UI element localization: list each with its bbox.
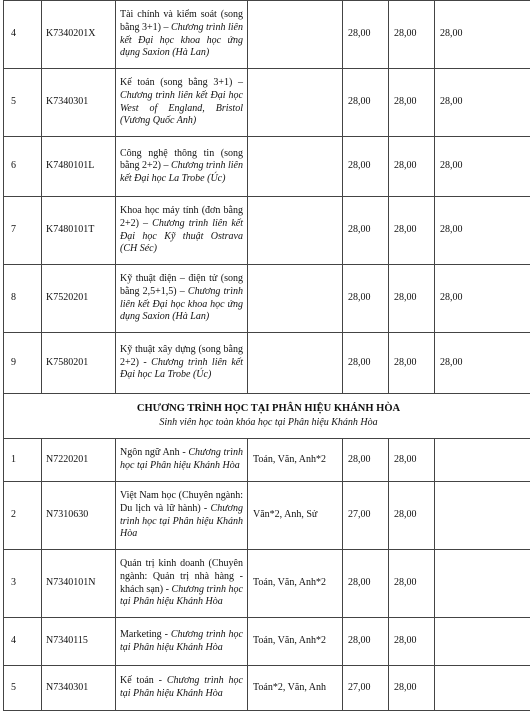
score-3: 28,00 <box>435 1 530 69</box>
score-1: 27,00 <box>343 482 389 550</box>
table-row <box>4 333 530 394</box>
score-3 <box>435 666 530 711</box>
score-3 <box>435 550 530 618</box>
subject-combination <box>248 265 343 333</box>
score-1: 28,00 <box>343 333 389 394</box>
section-header-row <box>4 394 530 439</box>
row-number: 8 <box>4 265 42 333</box>
score-1: 27,00 <box>343 666 389 711</box>
score-2: 28,00 <box>389 618 435 666</box>
section-header-cell <box>4 394 530 439</box>
subject-combination: Toán, Văn, Anh*2 <box>248 439 343 482</box>
subject-combination: Toán, Văn, Anh*2 <box>248 550 343 618</box>
score-2: 28,00 <box>389 1 435 69</box>
score-2: 28,00 <box>389 69 435 137</box>
score-1: 28,00 <box>343 137 389 197</box>
program-name-note: Chương trình học tại Phân hiệu Khánh Hòa <box>120 447 243 471</box>
score-1: 28,00 <box>343 439 389 482</box>
subject-combination: Văn*2, Anh, Sử <box>248 482 343 550</box>
table-row <box>4 69 530 137</box>
score-1: 28,00 <box>343 69 389 137</box>
program-name-note: Chương trình liên kết Đại học La Trobe (Úc) <box>120 160 243 184</box>
score-2: 28,00 <box>389 137 435 197</box>
score-3 <box>435 482 530 550</box>
subject-combination <box>248 69 343 137</box>
program-code: N7220201 <box>42 439 116 482</box>
section-subtitle: Sinh viên học toàn khóa học tại Phân hiệu Khánh Hòa <box>159 417 378 428</box>
program-name-main: Khoa học máy tính (đơn bằng 2+2) – <box>120 205 243 229</box>
program-name <box>116 1 248 69</box>
row-number: 3 <box>4 550 42 618</box>
program-code: K7340201X <box>42 1 116 69</box>
score-2: 28,00 <box>389 197 435 265</box>
program-code: K7480101L <box>42 137 116 197</box>
program-name <box>116 666 248 711</box>
program-name-main: Kỹ thuật điện – điện tử (song bằng 2,5+1,5) – <box>120 273 243 297</box>
score-1: 28,00 <box>343 197 389 265</box>
table-row <box>4 482 530 550</box>
program-name-main: Ngôn ngữ Anh - <box>120 447 189 459</box>
table-row <box>4 137 530 197</box>
table-row <box>4 439 530 482</box>
program-name-main: Kỹ thuật xây dựng (song bằng 2+2) - <box>120 344 243 368</box>
program-name <box>116 333 248 394</box>
table-row <box>4 550 530 618</box>
program-name <box>116 550 248 618</box>
program-name-main: Tài chính và kiểm soát (song bằng 3+1) – <box>120 9 243 33</box>
program-rows-international <box>4 1 530 394</box>
score-3: 28,00 <box>435 265 530 333</box>
program-name-main: Kế toán (song bằng 3+1) – <box>120 77 243 89</box>
admission-score-table <box>3 0 530 711</box>
program-name-main: Quản trị kinh doanh (Chuyên ngành: Quản trị nhà hàng - khách sạn) - <box>120 558 243 595</box>
subject-combination <box>248 333 343 394</box>
table-row <box>4 666 530 711</box>
subject-combination <box>248 197 343 265</box>
subject-combination <box>248 137 343 197</box>
score-2: 28,00 <box>389 666 435 711</box>
program-name-main: Công nghệ thông tin (song bằng 2+2) – <box>120 147 243 172</box>
program-name <box>116 618 248 666</box>
program-name-note: Chương trình học tại Phân hiệu Khánh Hòa <box>120 675 243 699</box>
score-1: 28,00 <box>343 265 389 333</box>
table-row <box>4 618 530 666</box>
section-title: CHƯƠNG TRÌNH HỌC TẠI PHÂN HIỆU KHÁNH HÒA <box>136 403 401 414</box>
row-number: 7 <box>4 197 42 265</box>
score-1: 28,00 <box>343 550 389 618</box>
score-3: 28,00 <box>435 197 530 265</box>
program-code: N7340115 <box>42 618 116 666</box>
program-name-note: Chương trình liên kết Đại học West of England, Bristol (Vương Quốc Anh) <box>120 89 243 127</box>
program-code: N7340301 <box>42 666 116 711</box>
program-code: K7340301 <box>42 69 116 137</box>
section-khanh-hoa <box>4 394 530 439</box>
subject-combination <box>248 1 343 69</box>
row-number: 5 <box>4 69 42 137</box>
score-3: 28,00 <box>435 333 530 394</box>
score-3: 28,00 <box>435 69 530 137</box>
program-name-note: Chương trình học tại Phân hiệu Khánh Hòa <box>120 628 243 653</box>
program-name-note: Chương trình liên kết Đại học khoa học ứng dụng Saxion (Hà Lan) <box>120 21 243 59</box>
subject-combination: Toán, Văn, Anh*2 <box>248 618 343 666</box>
score-2: 28,00 <box>389 333 435 394</box>
score-1: 28,00 <box>343 618 389 666</box>
table-row <box>4 265 530 333</box>
score-3 <box>435 439 530 482</box>
table-row <box>4 197 530 265</box>
program-name <box>116 69 248 137</box>
row-number: 4 <box>4 1 42 69</box>
program-name <box>116 439 248 482</box>
program-name-note: Chương trình liên kết Đại học Kỹ thuật Ostrava (CH Séc) <box>120 217 243 255</box>
program-code: K7480101T <box>42 197 116 265</box>
program-name-note: Chương trình liên kết Đại học La Trobe (Úc) <box>120 356 243 381</box>
program-name-main: Marketing - <box>120 628 171 640</box>
row-number: 4 <box>4 618 42 666</box>
program-name-main: Kế toán - <box>120 675 167 687</box>
score-1: 28,00 <box>343 1 389 69</box>
program-rows-khanh-hoa <box>4 439 530 711</box>
program-code: K7580201 <box>42 333 116 394</box>
program-name-note: Chương trình học tại Phân hiệu Khánh Hòa <box>120 502 243 540</box>
program-code: N7310630 <box>42 482 116 550</box>
program-name <box>116 137 248 197</box>
row-number: 6 <box>4 137 42 197</box>
row-number: 5 <box>4 666 42 711</box>
program-name-main: Việt Nam học (Chuyên ngành: Du lịch và lữ hành) - <box>120 490 243 514</box>
score-2: 28,00 <box>389 439 435 482</box>
program-name <box>116 265 248 333</box>
table-row <box>4 1 530 69</box>
score-3 <box>435 618 530 666</box>
row-number: 2 <box>4 482 42 550</box>
program-name-note: Chương trình học tại Phân hiệu Khánh Hòa <box>120 583 243 608</box>
row-number: 9 <box>4 333 42 394</box>
program-name-note: Chương trình liên kết Đại học khoa học ứng dụng Saxion (Hà Lan) <box>120 285 243 323</box>
row-number: 1 <box>4 439 42 482</box>
score-3: 28,00 <box>435 137 530 197</box>
score-2: 28,00 <box>389 550 435 618</box>
program-name <box>116 482 248 550</box>
score-2: 28,00 <box>389 265 435 333</box>
program-name <box>116 197 248 265</box>
score-2: 28,00 <box>389 482 435 550</box>
program-code: N7340101N <box>42 550 116 618</box>
program-code: K7520201 <box>42 265 116 333</box>
subject-combination: Toán*2, Văn, Anh <box>248 666 343 711</box>
